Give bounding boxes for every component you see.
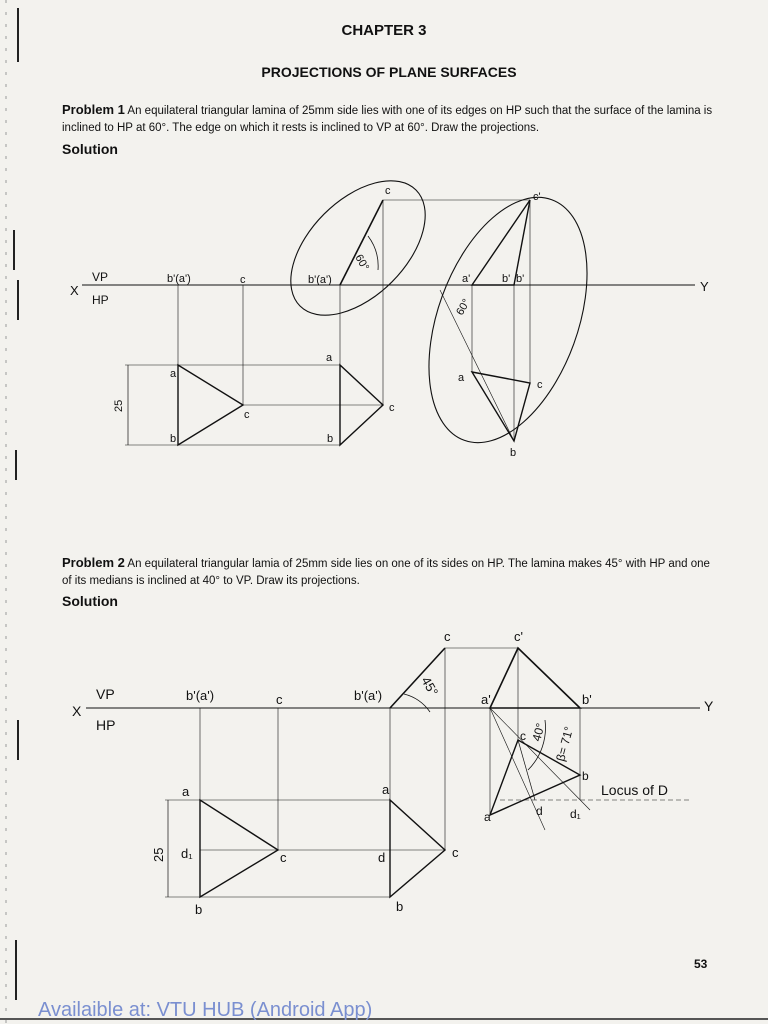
fig2-right-cp-label: c' [514, 629, 523, 644]
fig1-right-b-label: b [510, 447, 517, 459]
fig2-right-b-label: b [582, 769, 589, 783]
fig2-right-d1-label: d₁ [570, 807, 581, 821]
fig1-vp-label: VP [92, 270, 109, 284]
fig2-right-bp-label: b' [582, 692, 592, 707]
fig1-right-c-label: c [537, 379, 543, 391]
fig1-right-ap-label: a' [462, 273, 471, 285]
fig1-hp-label: HP [92, 293, 109, 307]
fig1-x-label: X [70, 283, 79, 298]
fig2-front-c-label: c [276, 692, 283, 707]
fig1-top-c-label: c [244, 409, 250, 421]
fig2-locus-label: Locus of D [601, 782, 668, 798]
fig2-front-ba-label: b'(a') [186, 688, 215, 703]
fig2-y-label: Y [704, 698, 714, 714]
fig1-y-label: Y [700, 279, 709, 294]
fig2-mid-d-label: d [378, 850, 386, 865]
fig2-right-d-label: d [536, 804, 543, 818]
fig2-right-ap-label: a' [481, 692, 491, 707]
fig1-mid-a-label: a [326, 352, 333, 364]
fig2-right-a-label: a [484, 810, 491, 824]
fig2-top-b-label: b [195, 902, 203, 917]
fig2-mid-a-label: a [382, 782, 390, 797]
fig2-top-a-label: a [182, 784, 190, 799]
fig2-hp-label: HP [96, 717, 116, 733]
fig1-front-c-label: c [240, 274, 246, 286]
fig2-right-c-label: c [520, 729, 526, 743]
fig1-mid-c2-label: c [389, 402, 395, 414]
fig1-top-b-label: b [170, 433, 177, 445]
problem-2-label: Problem 2 [62, 555, 125, 570]
problem-2-text: An equilateral triangular lamia of 25mm side lies on one of its sides on HP. The lamina makes 45° with HP and one of its medians is inclined at 40° to VP. Draw its projections. [62, 558, 710, 587]
footer-watermark: Availaible at: VTU HUB (Android App) [38, 999, 373, 1021]
fig2-angle-40: 40° [529, 721, 548, 743]
chapter-heading: CHAPTER 3 [341, 22, 427, 39]
fig2-vp-label: VP [96, 686, 115, 702]
fig2-mid-b-label: b [396, 899, 404, 914]
problem-1-label: Problem 1 [62, 102, 125, 117]
fig1-mid-ba-label: b'(a') [308, 274, 332, 286]
fig1-dimension-25: 25 [113, 399, 125, 412]
fig2-dimension-25: 25 [151, 847, 166, 862]
fig2-mid-c-label: c [444, 629, 451, 644]
page-title: PROJECTIONS OF PLANE SURFACES [261, 64, 517, 80]
fig1-mid-c-label: c [385, 185, 391, 197]
fig1-right-cp-label: c' [533, 191, 541, 203]
fig1-right-bp2-label: b' [516, 273, 525, 285]
fig2-mid-c2-label: c [452, 845, 459, 860]
fig2-angle-45: 45° [418, 674, 442, 699]
fig1-angle-60-b: 60° [454, 297, 473, 318]
fig2-beta-angle: β= 71° [553, 724, 577, 763]
fig1-mid-b-label: b [327, 433, 334, 445]
page-number: 53 [694, 957, 708, 971]
problem-1-text: An equilateral triangular lamina of 25mm side lies with one of its edges on HP such that the surface of the lamina is inclined to HP at 60°. The edge on which it rests is inclined to VP at 60°. Draw the projections. [62, 105, 713, 134]
fig2-top-d1-label: d₁ [181, 846, 193, 861]
fig1-right-a-label: a [458, 372, 465, 384]
fig2-top-c-label: c [280, 850, 287, 865]
fig2-x-label: X [72, 703, 82, 719]
problem-1-solution-label: Solution [62, 141, 118, 157]
fig1-right-bp1-label: b' [502, 273, 511, 285]
fig1-angle-60-a: 60° [352, 252, 372, 273]
fig2-mid-ba-label: b'(a') [354, 688, 383, 703]
fig1-top-a-label: a [170, 368, 177, 380]
fig1-front-ba-label: b'(a') [167, 273, 191, 285]
problem-2-solution-label: Solution [62, 593, 118, 609]
